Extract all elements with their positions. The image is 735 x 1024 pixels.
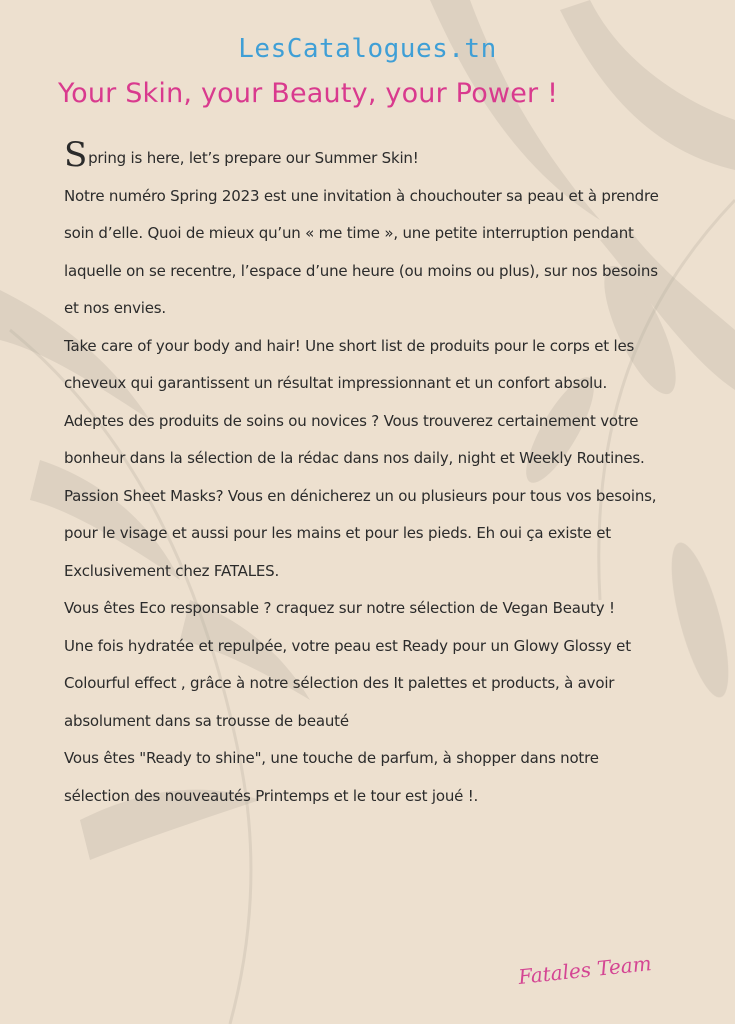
intro-line (64, 135, 664, 178)
paragraph: Une fois hydratée et repulpée, votre peau est Ready pour un Glowy Glossy et Colourful effect , grâce à notre sélection des It palettes et products, à avoir absolument dans sa trousse de beauté (64, 636, 631, 730)
paragraph: Take care of your body and hair! Une short list de produits pour le corps et les cheveux qui garantissent un résultat impressionnant et un confort absolu. (64, 336, 635, 392)
paragraph: Notre numéro Spring 2023 est une invitation à chouchouter sa peau et à prendre soin d’elle. Quoi de mieux qu’un « me time », une petite interruption pendant laquelle on se recentre, l’espace d’une heure (ou moins ou plus), sur nos besoins et nos envies. (64, 186, 659, 317)
signature: Fatales Team (517, 951, 653, 989)
intro-text: pring is here, let’s prepare our Summer Skin! (88, 149, 419, 167)
paragraph: Adeptes des produits de soins ou novices ? Vous trouverez certainement votre bonheur dans la sélection de la rédac dans nos daily, night et Weekly Routines. (64, 411, 645, 467)
paragraph: Passion Sheet Masks? Vous en dénicherez un ou plusieurs pour tous vos besoins, pour le visage et aussi pour les mains et pour les pieds. Eh oui ça existe et Exclusivement chez FATALES. (64, 486, 657, 580)
page-headline: Your Skin, your Beauty, your Power ! (58, 78, 559, 109)
article-body (64, 135, 664, 815)
paragraph: Vous êtes Eco responsable ? craquez sur notre sélection de Vegan Beauty ! (64, 599, 615, 617)
paragraph: Vous êtes "Ready to shine", une touche de parfum, à shopper dans notre sélection des nouveautés Printemps et le tour est joué !. (64, 749, 599, 805)
site-watermark: LesCatalogues.tn (238, 34, 497, 64)
drop-cap: S (64, 135, 88, 175)
